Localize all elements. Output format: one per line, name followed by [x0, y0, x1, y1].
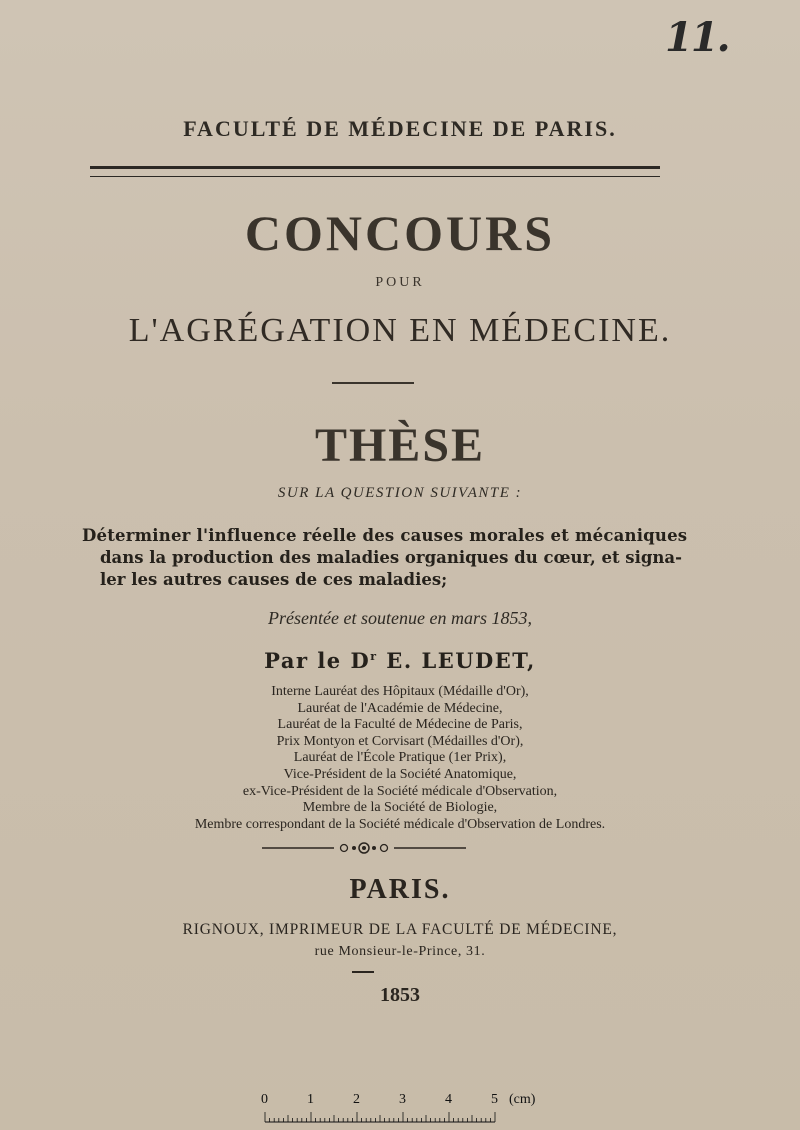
- scale-unit: (cm): [509, 1092, 536, 1107]
- scale-label: 0: [261, 1092, 268, 1107]
- concours-title: CONCOURS: [244, 205, 556, 261]
- author-title-item: Prix Montyon et Corvisart (Médailles d'Or),: [276, 733, 524, 749]
- pour-label: POUR: [375, 275, 425, 290]
- imprint-street: rue Monsieur-le-Prince, 31.: [314, 944, 486, 959]
- imprint-printer: RIGNOUX, IMPRIMEUR DE LA FACULTÉ DE MÉDECINE,: [182, 921, 618, 938]
- subject-line: Déterminer l'influence réelle des causes morales et mécaniques: [82, 526, 688, 545]
- imprint-city: PARIS.: [349, 874, 451, 905]
- presentation-date: Présentée et soutenue en mars 1853,: [268, 608, 532, 628]
- scale-label: 4: [445, 1092, 452, 1107]
- author-title-item: Membre correspondant de la Société médicale d'Observation de Londres.: [194, 816, 606, 832]
- author-line: [0, 648, 800, 673]
- short-rule-divider: [332, 382, 414, 384]
- question-intro: SUR LA QUESTION SUIVANTE :: [277, 485, 523, 501]
- author-title-sup: r: [370, 650, 378, 663]
- author-title-item: Membre de la Société de Biologie,: [302, 800, 498, 816]
- subject-line: dans la production des maladies organiques du cœur, et signa-: [100, 548, 682, 567]
- handwritten-page-number: 11.: [665, 14, 729, 61]
- faculty-heading: FACULTÉ DE MÉDECINE DE PARIS.: [183, 116, 617, 141]
- short-rule-divider: [352, 971, 374, 973]
- author-titles: [0, 684, 800, 833]
- thesis-subject: [82, 525, 688, 591]
- ornamental-divider: [262, 840, 466, 856]
- author-title-item: Lauréat de l'Académie de Médecine,: [297, 700, 503, 716]
- author-prefix: Par le D: [264, 648, 371, 673]
- author-title-item: ex-Vice-Président de la Société médicale d'Observation,: [242, 783, 558, 799]
- subject-line: ler les autres causes de ces maladies;: [100, 570, 448, 589]
- author-title-item: Interne Lauréat des Hôpitaux (Médaille d'Or),: [271, 684, 529, 699]
- scale-label: 3: [399, 1092, 406, 1107]
- these-title: THÈSE: [314, 419, 486, 472]
- scale-label: 1: [307, 1092, 314, 1107]
- author-title-item: Lauréat de la Faculté de Médecine de Paris,: [277, 717, 523, 733]
- double-rule-divider: [90, 166, 660, 177]
- author-title-item: Vice-Président de la Société Anatomique,: [283, 766, 517, 782]
- author-title-item: Lauréat de l'École Pratique (1er Prix),: [293, 750, 507, 766]
- scale-ticks: [255, 1110, 555, 1126]
- scale-label: 2: [353, 1092, 360, 1107]
- scale-label: 5: [491, 1092, 498, 1107]
- imprint-year: 1853: [380, 984, 420, 1006]
- scale-labels: [255, 1092, 555, 1108]
- agregation-title: L'AGRÉGATION EN MÉDECINE.: [128, 312, 672, 349]
- author-name: E. LEUDET,: [377, 648, 536, 673]
- scale-bar: [255, 1092, 555, 1128]
